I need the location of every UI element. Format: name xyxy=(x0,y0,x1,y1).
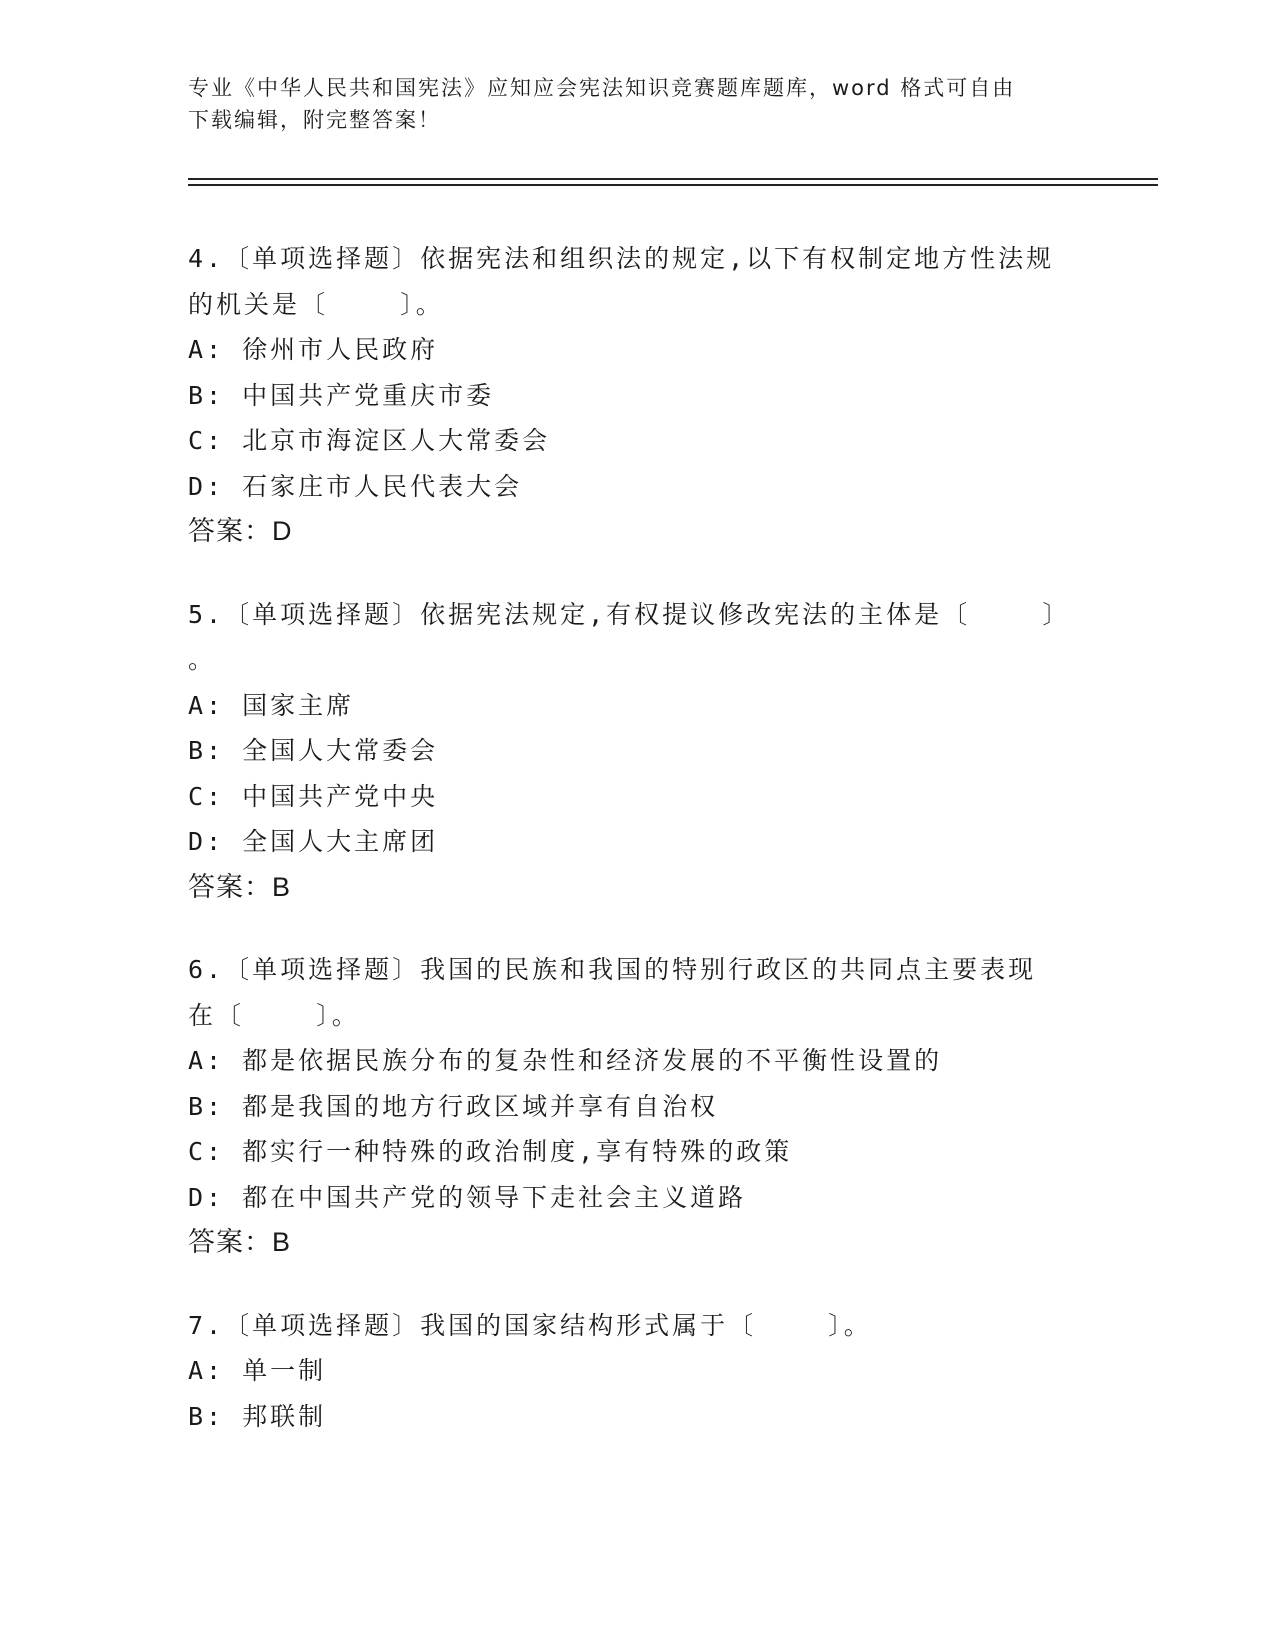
question-stem-continued: 的机关是〔 〕。 xyxy=(188,289,444,319)
option-a: A: 单一制 xyxy=(188,1356,327,1385)
option-a: A: 国家主席 xyxy=(188,690,355,720)
option-a: A: 徐州市人民政府 xyxy=(188,335,439,364)
question-stem-continued: 在〔 〕。 xyxy=(188,1000,360,1030)
answer-line: 答案：B xyxy=(188,871,292,902)
question-4 xyxy=(188,236,1088,555)
question-stem: 6.〔单项选择题〕我国的民族和我国的特别行政区的共同点主要表现 xyxy=(188,955,1037,984)
header-divider-top xyxy=(188,178,1158,180)
option-a: A: 都是依据民族分布的复杂性和经济发展的不平衡性设置的 xyxy=(188,1046,943,1075)
header-line-1: 专业《中华人民共和国宪法》应知应会宪法知识竞赛题库题库，word 格式可自由 xyxy=(188,76,1016,100)
option-c: C: 都实行一种特殊的政治制度,享有特殊的政策 xyxy=(188,1137,793,1166)
option-b: B: 邦联制 xyxy=(188,1401,327,1431)
question-stem-continued: 。 xyxy=(188,645,217,674)
question-stem: 5.〔单项选择题〕依据宪法规定,有权提议修改宪法的主体是〔 〕 xyxy=(188,599,1071,629)
option-d: D: 全国人大主席团 xyxy=(188,827,439,856)
header-divider-bottom xyxy=(188,184,1158,186)
option-b: B: 都是我国的地方行政区域并享有自治权 xyxy=(188,1091,719,1121)
option-c: C: 中国共产党中央 xyxy=(188,781,439,811)
question-5 xyxy=(188,592,1088,911)
header-line-2: 下载编辑，附完整答案！ xyxy=(188,108,441,132)
question-7 xyxy=(188,1303,1088,1440)
question-stem: 4.〔单项选择题〕依据宪法和组织法的规定,以下有权制定地方性法规 xyxy=(188,244,1055,273)
option-d: D: 石家庄市人民代表大会 xyxy=(188,471,523,501)
option-d: D: 都在中国共产党的领导下走社会主义道路 xyxy=(188,1182,747,1212)
answer-line: 答案：D xyxy=(188,516,293,546)
option-b: B: 全国人大常委会 xyxy=(188,736,439,765)
option-b: B: 中国共产党重庆市委 xyxy=(188,380,495,410)
document-header xyxy=(188,72,1088,136)
question-stem: 7.〔单项选择题〕我国的国家结构形式属于〔 〕。 xyxy=(188,1310,872,1340)
question-list xyxy=(188,236,1088,1476)
option-c: C: 北京市海淀区人大常委会 xyxy=(188,426,551,455)
answer-line: 答案：B xyxy=(188,1227,292,1257)
question-6 xyxy=(188,947,1088,1266)
